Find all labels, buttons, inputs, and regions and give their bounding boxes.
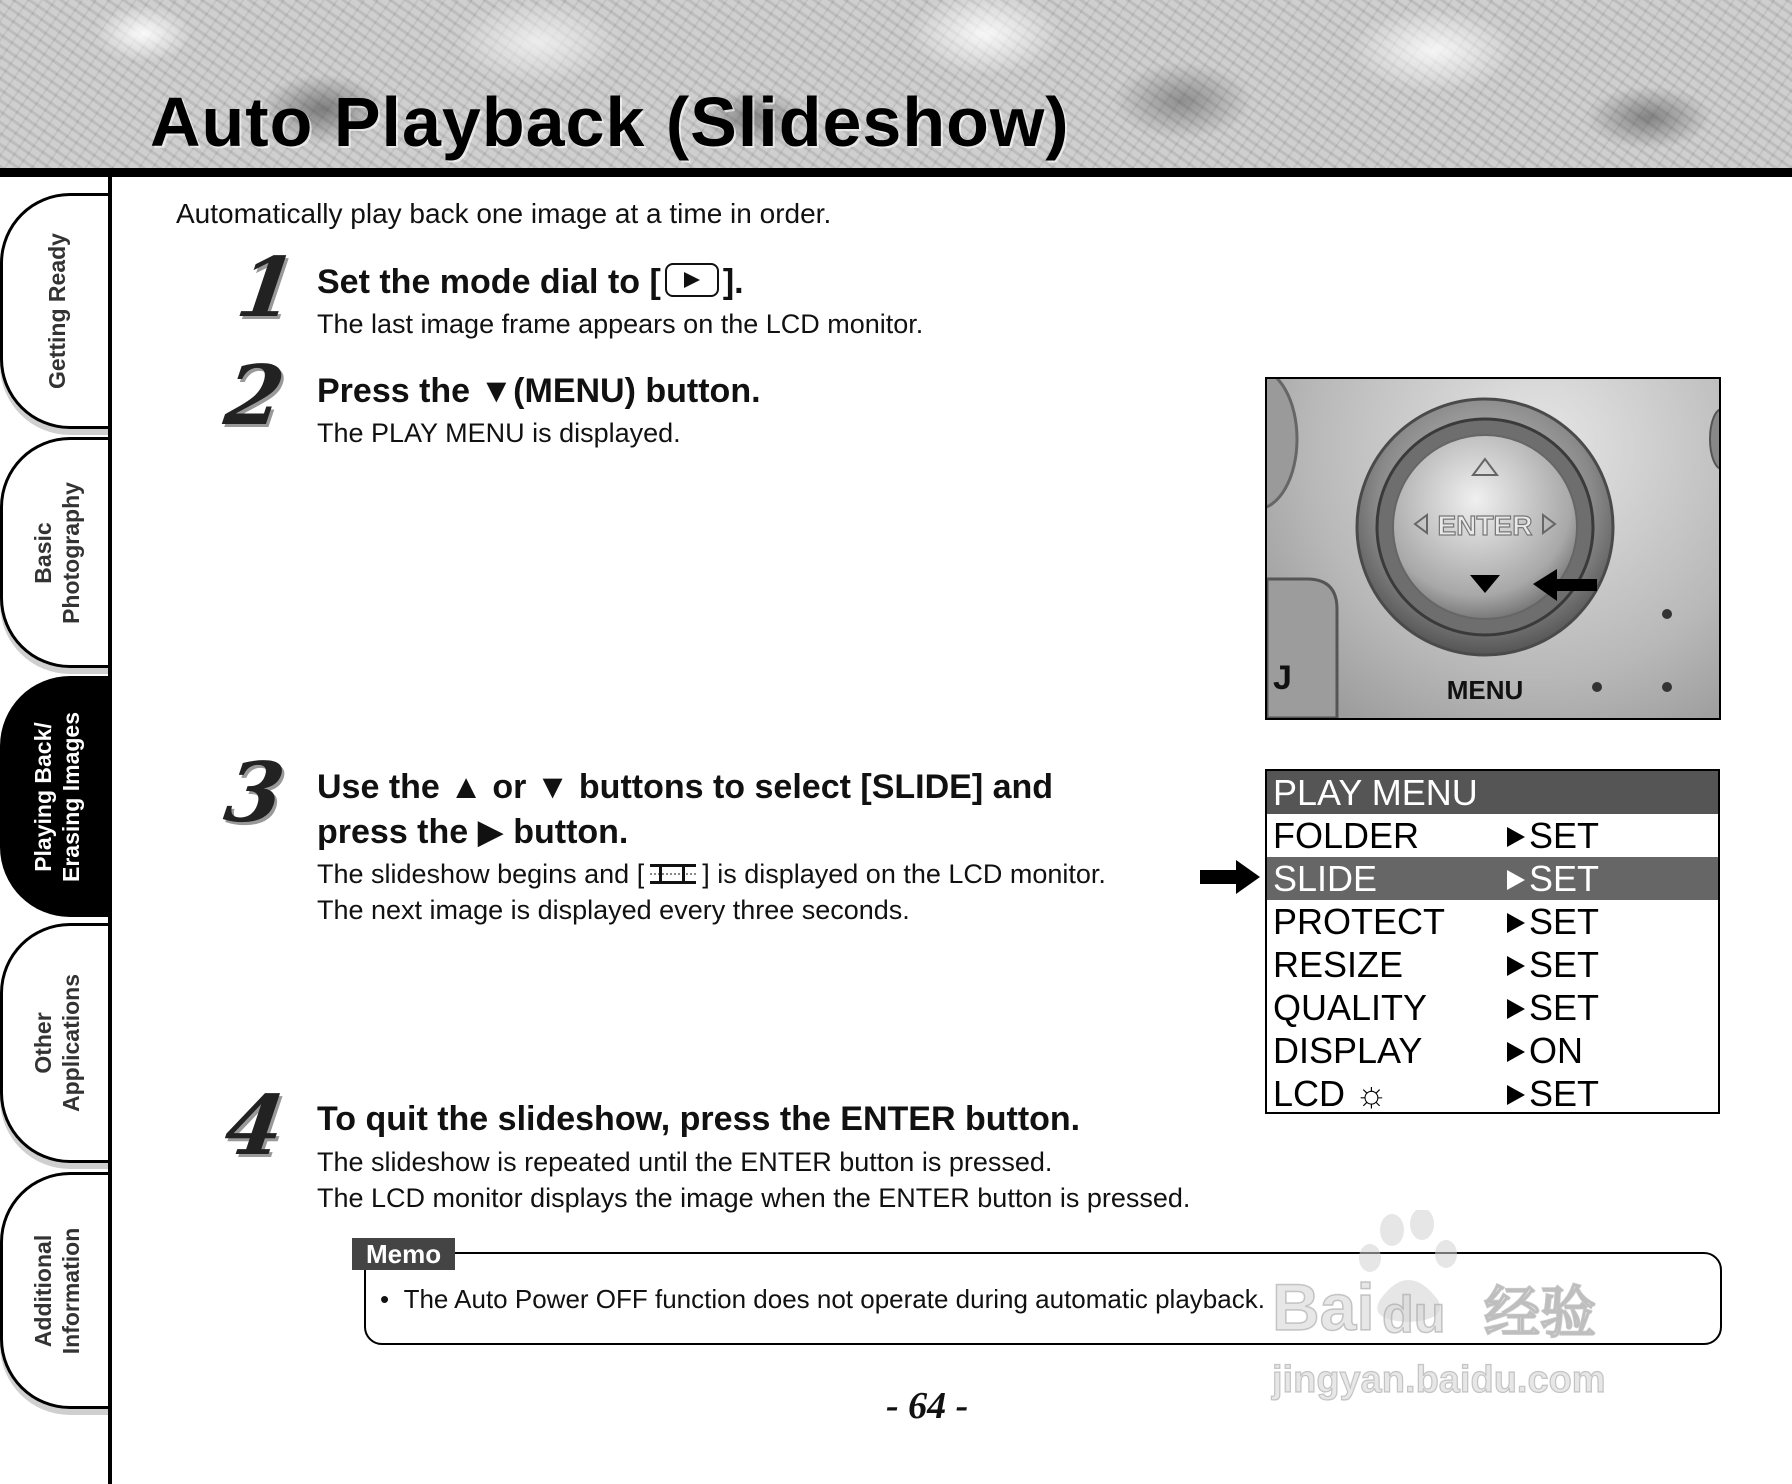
memo-text (380, 1284, 1265, 1315)
menu-item-resize (1267, 943, 1718, 986)
baidu-watermark (1262, 1210, 1702, 1420)
step-title: press the ▶ button. (317, 813, 629, 851)
step-body-text: The slideshow begins and [ (317, 859, 645, 889)
pointer-arrow-icon (1200, 860, 1262, 894)
watermark-cn: 经验 (1484, 1281, 1596, 1346)
step-title: Use the ▲ or ▼ buttons to select [SLIDE] and (317, 768, 1054, 806)
enter-label: ENTER (1437, 510, 1533, 541)
memo-tag: Memo (352, 1238, 455, 1270)
tab-basic-photography[interactable] (0, 437, 108, 668)
step-body-text: ] is displayed on the LCD monitor. (702, 859, 1106, 889)
tab-additional-information[interactable] (0, 1172, 108, 1409)
right-arrow-icon (1507, 827, 1525, 847)
intro-text: Automatically play back one image at a time in order. (176, 198, 832, 229)
menu-item-label: QUALITY (1273, 987, 1428, 1028)
step-body: The PLAY MENU is displayed. (317, 418, 681, 448)
tab-other-applications[interactable] (0, 923, 108, 1163)
camera-illustration (1267, 379, 1719, 718)
tab-label: Playing Back/ Erasing Images (30, 711, 84, 882)
step-body: The LCD monitor displays the image when the ENTER button is pressed. (317, 1183, 1191, 1213)
svg-text:J: J (1273, 659, 1292, 697)
menu-item-value: SET (1529, 1073, 1600, 1114)
step-title: To quit the slideshow, press the ENTER button. (317, 1100, 1081, 1138)
memo-text-content: The Auto Power OFF function does not operate during automatic playback. (403, 1284, 1265, 1314)
watermark-url: jingyan.baidu.com (1272, 1359, 1606, 1401)
menu-item-label: LCD ☼ (1273, 1073, 1389, 1114)
step-title (317, 263, 744, 302)
step-body (317, 856, 1106, 892)
play-menu-title: PLAY MENU (1267, 771, 1718, 814)
menu-item-value: SET (1529, 815, 1600, 856)
page-number: - 64 - (886, 1385, 969, 1427)
menu-item-quality (1267, 986, 1718, 1029)
bullet: • (380, 1284, 390, 1314)
header-rule (0, 168, 1792, 177)
watermark-brand: Bai (1272, 1270, 1375, 1344)
menu-item-value: ON (1529, 1030, 1583, 1071)
menu-item-slide (1267, 857, 1718, 900)
tab-label: Additional Information (30, 1227, 84, 1354)
right-arrow-icon (1507, 913, 1525, 933)
right-arrow-icon (1507, 1085, 1525, 1105)
step-number: 1 (231, 240, 302, 336)
step-title: Press the ▼(MENU) button. (317, 372, 761, 410)
right-arrow-icon (1507, 1042, 1525, 1062)
tab-getting-ready[interactable] (0, 193, 108, 429)
sidebar-rule (108, 176, 112, 1484)
menu-item-value: SET (1529, 987, 1600, 1028)
camera-button-photo (1265, 377, 1721, 720)
right-arrow-icon (1507, 999, 1525, 1019)
menu-item-label: DISPLAY (1273, 1030, 1423, 1071)
menu-item-display (1267, 1029, 1718, 1072)
step-body: The last image frame appears on the LCD monitor. (317, 309, 924, 339)
menu-item-folder (1267, 814, 1718, 857)
step-number: 3 (219, 745, 290, 841)
play-menu-screen (1265, 769, 1720, 1114)
playback-mode-icon (665, 263, 719, 297)
tab-label: Basic Photography (30, 481, 84, 624)
menu-item-label: FOLDER (1273, 815, 1420, 856)
page-title: Auto Playback (Slideshow) (150, 83, 1070, 161)
menu-item-label: RESIZE (1273, 944, 1404, 985)
watermark-brand-du: du (1382, 1286, 1446, 1344)
tab-playing-back[interactable] (0, 676, 108, 917)
slideshow-icon (648, 859, 698, 883)
right-arrow-icon (1507, 956, 1525, 976)
menu-item-value: SET (1529, 858, 1600, 899)
tab-label: Getting Ready (44, 233, 70, 389)
menu-item-protect (1267, 900, 1718, 943)
tab-label: Other Applications (30, 973, 84, 1113)
menu-item-label: PROTECT (1273, 901, 1446, 942)
step-body: The slideshow is repeated until the ENTER button is pressed. (317, 1147, 1053, 1177)
menu-item-value: SET (1529, 901, 1600, 942)
step-number: 2 (219, 348, 290, 444)
step-body: The next image is displayed every three seconds. (317, 895, 910, 925)
step-number: 4 (219, 1078, 290, 1174)
menu-item-lcd (1267, 1072, 1718, 1115)
menu-item-label: SLIDE (1273, 858, 1378, 899)
menu-item-value: SET (1529, 944, 1600, 985)
step-title-text: Set the mode dial to [ (317, 263, 661, 301)
menu-label: MENU (1446, 675, 1524, 705)
right-arrow-icon (1507, 870, 1525, 890)
step-title-text: ]. (722, 263, 744, 301)
